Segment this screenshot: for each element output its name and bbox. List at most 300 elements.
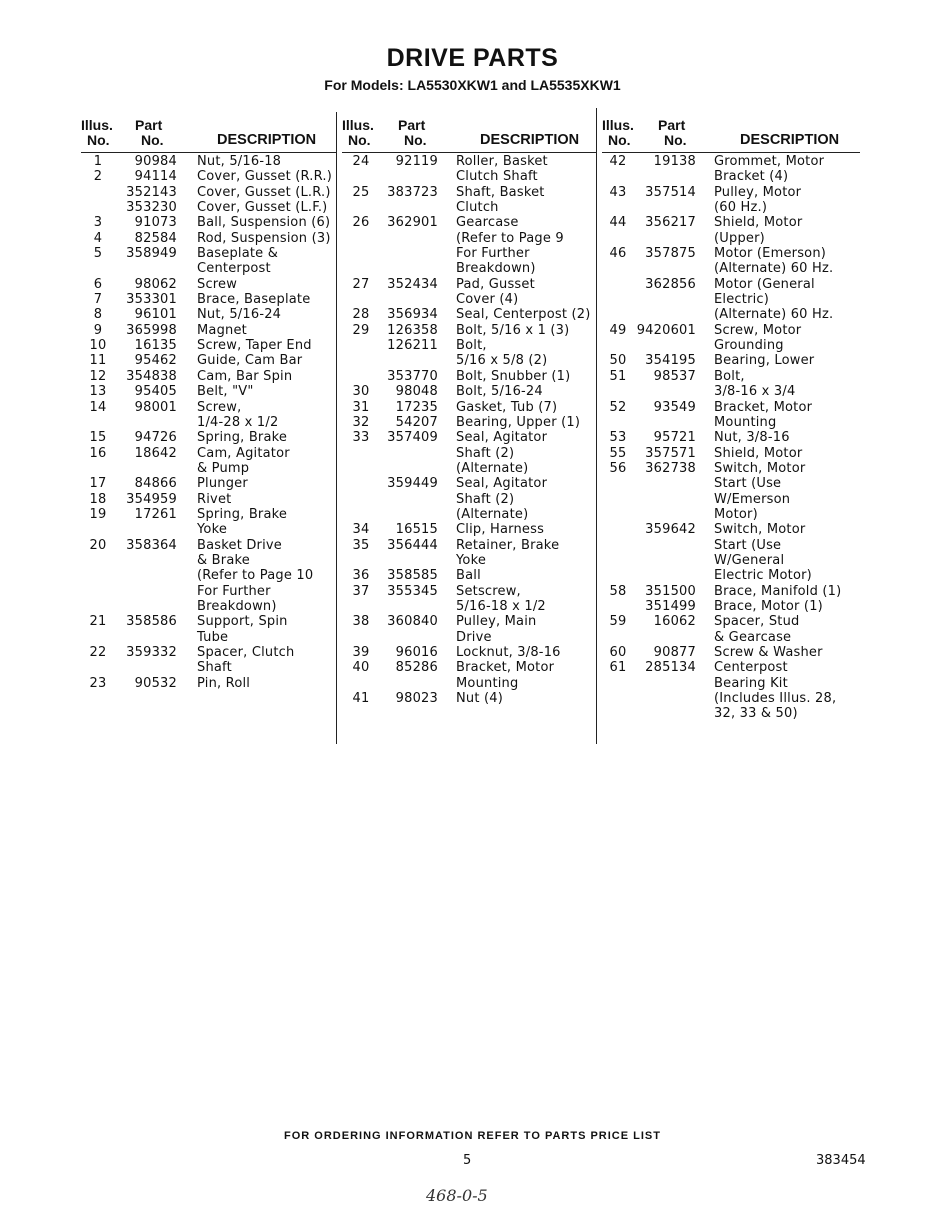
part-number	[634, 507, 714, 522]
illus-number: 23	[89, 675, 107, 691]
part-row	[81, 660, 336, 675]
part-description: Electric)	[714, 292, 770, 308]
part-row	[602, 215, 860, 230]
illus-number: 20	[89, 537, 107, 553]
part-description: Magnet	[197, 322, 247, 338]
part-number: 98001	[134, 399, 177, 415]
illus-number	[602, 492, 634, 507]
illus-number	[81, 261, 115, 276]
part-row	[342, 415, 597, 430]
part-description: (Refer to Page 10	[197, 568, 314, 584]
illus-number: 22	[89, 645, 107, 660]
part-number	[634, 706, 714, 721]
illus-number	[342, 200, 380, 215]
illus-number: 49	[609, 322, 627, 338]
part-description: W/Emerson	[714, 491, 791, 507]
illus-number	[342, 553, 380, 568]
part-number: 16062	[653, 614, 696, 630]
part-description: Brace, Baseplate	[197, 292, 311, 308]
part-description: 32, 33 & 50)	[714, 706, 798, 722]
part-row	[342, 691, 597, 706]
part-row	[602, 338, 860, 353]
part-row	[602, 446, 860, 461]
part-description: Nut, 5/16-24	[197, 307, 282, 323]
part-row	[342, 215, 597, 230]
illus-number	[602, 706, 634, 721]
part-description: Ball	[456, 568, 481, 584]
part-number: 98062	[134, 276, 177, 292]
part-number: 92119	[395, 154, 438, 169]
part-number: 354959	[126, 491, 177, 507]
part-number: 94726	[134, 430, 177, 446]
illus-number	[602, 676, 634, 691]
part-number	[380, 553, 456, 568]
part-number: 359449	[387, 476, 438, 492]
part-description: & Pump	[197, 460, 250, 476]
illus-number: 16	[89, 445, 107, 461]
part-description: Belt, "V"	[197, 384, 254, 400]
illus-number: 39	[352, 645, 370, 660]
part-row	[342, 200, 597, 215]
part-description: Pad, Gusset	[456, 276, 535, 292]
part-description: Screw	[197, 276, 238, 292]
column-divider	[596, 108, 597, 744]
part-number: 383723	[387, 184, 438, 200]
part-number: 90984	[134, 154, 177, 169]
part-description: Bracket (4)	[714, 169, 789, 185]
part-number	[634, 231, 714, 246]
part-number: 94114	[134, 169, 177, 185]
part-description: Pin, Roll	[197, 675, 251, 691]
part-row	[602, 369, 860, 384]
part-number	[380, 353, 456, 368]
part-number	[380, 599, 456, 614]
part-description: Shaft (2)	[456, 491, 515, 507]
part-description: 5/16-18 x 1/2	[456, 598, 546, 614]
part-row	[342, 476, 597, 491]
part-description: Screw, Taper End	[197, 338, 312, 354]
part-number: 352143	[126, 184, 177, 200]
part-number: 357571	[645, 445, 696, 461]
part-description: Cover, Gusset (L.F.)	[197, 200, 328, 216]
part-description: & Gearcase	[714, 629, 792, 645]
part-row	[342, 446, 597, 461]
illus-number: 53	[609, 430, 627, 446]
illus-number: 3	[93, 215, 103, 231]
illus-number	[81, 461, 115, 476]
part-description: Clutch	[456, 200, 499, 216]
illus-number	[81, 599, 115, 614]
part-number: 16135	[134, 338, 177, 354]
part-description: Ball, Suspension (6)	[197, 215, 331, 231]
illus-number	[81, 185, 115, 200]
part-header: Part No.	[658, 117, 687, 148]
part-number	[115, 415, 197, 430]
column-header	[602, 116, 860, 153]
illus-number: 4	[93, 230, 103, 246]
illus-number: 24	[352, 154, 370, 169]
part-number	[115, 553, 197, 568]
illus-number: 26	[352, 215, 370, 231]
part-number	[380, 231, 456, 246]
illus-number	[342, 630, 380, 645]
part-number: 54207	[395, 414, 438, 430]
illus-number: 29	[352, 322, 370, 338]
illus-number	[602, 261, 634, 276]
part-number: 16515	[395, 522, 438, 538]
illus-number	[602, 630, 634, 645]
part-row	[602, 277, 860, 292]
part-description: Nut, 5/16-18	[197, 154, 282, 169]
part-row	[81, 507, 336, 522]
part-description: (Alternate)	[456, 460, 529, 476]
part-description: Bolt, 5/16 x 1 (3)	[456, 322, 570, 338]
part-description: Gearcase	[456, 215, 519, 231]
part-description: Motor (General	[714, 276, 815, 292]
part-number	[380, 676, 456, 691]
part-description: Cover, Gusset (R.R.)	[197, 169, 332, 185]
part-number	[115, 461, 197, 476]
illus-number	[342, 507, 380, 522]
illus-number	[81, 660, 115, 675]
part-number	[634, 691, 714, 706]
part-number: 356444	[387, 537, 438, 553]
part-description: (Alternate)	[456, 506, 529, 522]
part-description: Brace, Manifold (1)	[714, 583, 842, 599]
part-row	[81, 492, 336, 507]
part-row	[342, 353, 597, 368]
part-number: 357875	[645, 246, 696, 262]
illus-number	[602, 384, 634, 399]
illus-number	[342, 292, 380, 307]
part-number: 353301	[126, 292, 177, 308]
part-row	[81, 415, 336, 430]
part-description: Screw, Motor	[714, 322, 802, 338]
part-description: Screw & Washer	[714, 645, 823, 660]
part-number	[634, 538, 714, 553]
part-number: 17261	[134, 506, 177, 522]
illus-number: 12	[89, 368, 107, 384]
illus-number: 1	[93, 154, 103, 169]
illus-number	[81, 200, 115, 215]
part-row	[81, 476, 336, 491]
part-description: 3/8-16 x 3/4	[714, 384, 796, 400]
part-number: 358586	[126, 614, 177, 630]
part-row	[342, 660, 597, 675]
illus-number: 40	[352, 660, 370, 676]
part-number	[634, 307, 714, 322]
part-number	[115, 599, 197, 614]
part-description: Seal, Agitator	[456, 476, 548, 492]
handwritten-note: 468-0-5	[426, 1186, 488, 1205]
part-row	[342, 584, 597, 599]
illus-number	[342, 446, 380, 461]
part-row	[602, 676, 860, 691]
illus-number: 60	[609, 645, 627, 660]
part-description: Centerpost	[714, 660, 788, 676]
part-row	[81, 185, 336, 200]
illus-number	[342, 338, 380, 353]
illus-number: 46	[609, 246, 627, 262]
part-description: Grounding	[714, 338, 784, 354]
part-number: 355345	[387, 583, 438, 599]
part-number: 95462	[134, 353, 177, 369]
part-number: 362856	[645, 276, 696, 292]
part-row	[81, 353, 336, 368]
part-row	[342, 507, 597, 522]
part-description: Grommet, Motor	[714, 154, 825, 169]
part-number: 96016	[395, 645, 438, 660]
part-description: Bracket, Motor	[456, 660, 555, 676]
part-row	[81, 614, 336, 629]
part-number	[380, 461, 456, 476]
part-description: Guide, Cam Bar	[197, 353, 303, 369]
part-number: 93549	[653, 399, 696, 415]
part-description: Start (Use	[714, 537, 782, 553]
part-number: 90877	[653, 645, 696, 660]
part-row	[342, 676, 597, 691]
illus-number: 38	[352, 614, 370, 630]
part-description: Seal, Centerpost (2)	[456, 307, 591, 323]
illus-number	[81, 522, 115, 537]
part-description: Bearing, Lower	[714, 353, 815, 369]
illus-number	[602, 691, 634, 706]
part-row	[342, 246, 597, 261]
part-row	[342, 323, 597, 338]
illus-number	[602, 277, 634, 292]
part-header: Part No.	[135, 117, 164, 148]
part-row	[342, 277, 597, 292]
part-description: (Upper)	[714, 230, 765, 246]
part-row	[342, 154, 597, 169]
part-row	[602, 231, 860, 246]
illus-number: 44	[609, 215, 627, 231]
part-description: Cover, Gusset (L.R.)	[197, 184, 331, 200]
part-description: Gasket, Tub (7)	[456, 399, 558, 415]
part-description: Roller, Basket	[456, 154, 548, 169]
part-row	[602, 246, 860, 261]
illus-header: Illus. No.	[602, 117, 634, 148]
part-number: 352434	[387, 276, 438, 292]
part-number	[634, 415, 714, 430]
part-row	[602, 507, 860, 522]
part-row	[81, 231, 336, 246]
part-description: 5/16 x 5/8 (2)	[456, 353, 548, 369]
part-description: Cover (4)	[456, 292, 519, 308]
illus-number	[342, 169, 380, 184]
part-description: Centerpost	[197, 261, 271, 277]
part-row	[81, 630, 336, 645]
part-number: 90532	[134, 675, 177, 691]
part-row	[602, 154, 860, 169]
illus-number: 41	[352, 691, 370, 707]
illus-number: 59	[609, 614, 627, 630]
ordering-info-footer: FOR ORDERING INFORMATION REFER TO PARTS PRICE LIST	[284, 1130, 661, 1142]
part-row	[342, 292, 597, 307]
part-number	[380, 292, 456, 307]
part-description: Plunger	[197, 476, 248, 492]
part-description: Bolt,	[456, 338, 487, 354]
part-row	[81, 277, 336, 292]
part-number: 285134	[645, 660, 696, 676]
column-header	[342, 116, 597, 153]
part-description: Locknut, 3/8-16	[456, 645, 561, 660]
part-row	[602, 476, 860, 491]
part-number	[380, 246, 456, 261]
part-row	[81, 568, 336, 583]
part-description: Mounting	[714, 414, 777, 430]
part-number	[380, 261, 456, 276]
part-description: Brace, Motor (1)	[714, 598, 823, 614]
part-description: Mounting	[456, 675, 519, 691]
part-row	[81, 292, 336, 307]
illus-number	[602, 507, 634, 522]
illus-number	[602, 538, 634, 553]
part-description: Nut, 3/8-16	[714, 430, 790, 446]
part-number	[634, 568, 714, 583]
illus-number: 21	[89, 614, 107, 630]
part-description: Motor (Emerson)	[714, 246, 827, 262]
part-row	[342, 553, 597, 568]
illus-number: 18	[89, 491, 107, 507]
description-header: DESCRIPTION	[740, 132, 840, 148]
part-row	[342, 430, 597, 445]
illus-number	[602, 200, 634, 215]
part-description: Cam, Agitator	[197, 445, 290, 461]
part-description: Switch, Motor	[714, 460, 806, 476]
part-row	[342, 645, 597, 660]
part-description: Spacer, Stud	[714, 614, 800, 630]
illus-number: 50	[609, 353, 627, 369]
part-number	[380, 169, 456, 184]
part-number	[634, 338, 714, 353]
part-row	[342, 400, 597, 415]
illus-number: 35	[352, 537, 370, 553]
part-number	[115, 261, 197, 276]
illus-number: 42	[609, 154, 627, 169]
parts-list	[602, 153, 860, 722]
illus-number: 55	[609, 445, 627, 461]
illus-number	[342, 369, 380, 384]
parts-list	[81, 153, 336, 691]
illus-number	[602, 568, 634, 583]
illus-number	[342, 492, 380, 507]
column-divider	[336, 112, 337, 744]
part-row	[81, 584, 336, 599]
illus-number	[81, 553, 115, 568]
part-description: Start (Use	[714, 476, 782, 492]
part-description: Screw,	[197, 399, 242, 415]
part-row	[602, 461, 860, 476]
part-description: (Includes Illus. 28,	[714, 691, 837, 707]
illus-number: 51	[609, 368, 627, 384]
illus-number: 7	[93, 292, 103, 308]
part-description: Clip, Harness	[456, 522, 545, 538]
illus-number: 56	[609, 460, 627, 476]
illus-number	[602, 338, 634, 353]
part-row	[602, 706, 860, 721]
part-row	[342, 630, 597, 645]
part-number: 96101	[134, 307, 177, 323]
part-number: 358585	[387, 568, 438, 584]
part-number: 98048	[395, 384, 438, 400]
part-header: Part No.	[398, 117, 427, 148]
part-number: 82584	[134, 230, 177, 246]
part-number	[634, 384, 714, 399]
part-row	[81, 200, 336, 215]
part-number: 353770	[387, 368, 438, 384]
part-row	[602, 614, 860, 629]
illus-number	[342, 353, 380, 368]
part-number	[380, 630, 456, 645]
part-row	[602, 261, 860, 276]
illus-number: 52	[609, 399, 627, 415]
part-row	[81, 369, 336, 384]
part-row	[602, 691, 860, 706]
illus-number: 9	[93, 322, 103, 338]
illus-number: 10	[89, 338, 107, 354]
part-row	[602, 522, 860, 537]
part-number: 353230	[126, 200, 177, 216]
part-number: 356934	[387, 307, 438, 323]
illus-number: 25	[352, 184, 370, 200]
part-row	[342, 568, 597, 583]
part-row	[81, 261, 336, 276]
part-number: 354195	[645, 353, 696, 369]
illus-number	[342, 461, 380, 476]
part-description: Breakdown)	[197, 598, 277, 614]
part-row	[81, 430, 336, 445]
part-number: 85286	[395, 660, 438, 676]
part-number: 19138	[653, 154, 696, 169]
part-number: 359332	[126, 645, 177, 660]
part-row	[342, 522, 597, 537]
part-number	[634, 169, 714, 184]
document-number: 383454	[816, 1153, 866, 1168]
part-number	[634, 630, 714, 645]
part-row	[602, 430, 860, 445]
part-number: 357409	[387, 430, 438, 446]
part-row	[602, 415, 860, 430]
part-row	[81, 461, 336, 476]
part-row	[342, 307, 597, 322]
part-description: Tube	[197, 629, 229, 645]
part-description: Shaft, Basket	[456, 184, 545, 200]
part-row	[342, 369, 597, 384]
part-description: 1/4-28 x 1/2	[197, 414, 279, 430]
illus-number	[602, 553, 634, 568]
part-number	[115, 660, 197, 675]
part-description: Drive	[456, 629, 492, 645]
part-row	[81, 522, 336, 537]
illus-number	[602, 476, 634, 491]
part-description: Shaft (2)	[456, 445, 515, 461]
part-row	[342, 384, 597, 399]
part-row	[81, 338, 336, 353]
illus-number	[342, 231, 380, 246]
part-number: 17235	[395, 399, 438, 415]
part-row	[602, 492, 860, 507]
part-row	[81, 384, 336, 399]
illus-number: 31	[352, 399, 370, 415]
illus-number	[81, 630, 115, 645]
part-row	[81, 323, 336, 338]
illus-number: 19	[89, 506, 107, 522]
page-subtitle: For Models: LA5530XKW1 and LA5535XKW1	[324, 77, 621, 93]
illus-number: 43	[609, 184, 627, 200]
part-row	[81, 246, 336, 261]
part-description: Seal, Agitator	[456, 430, 548, 446]
